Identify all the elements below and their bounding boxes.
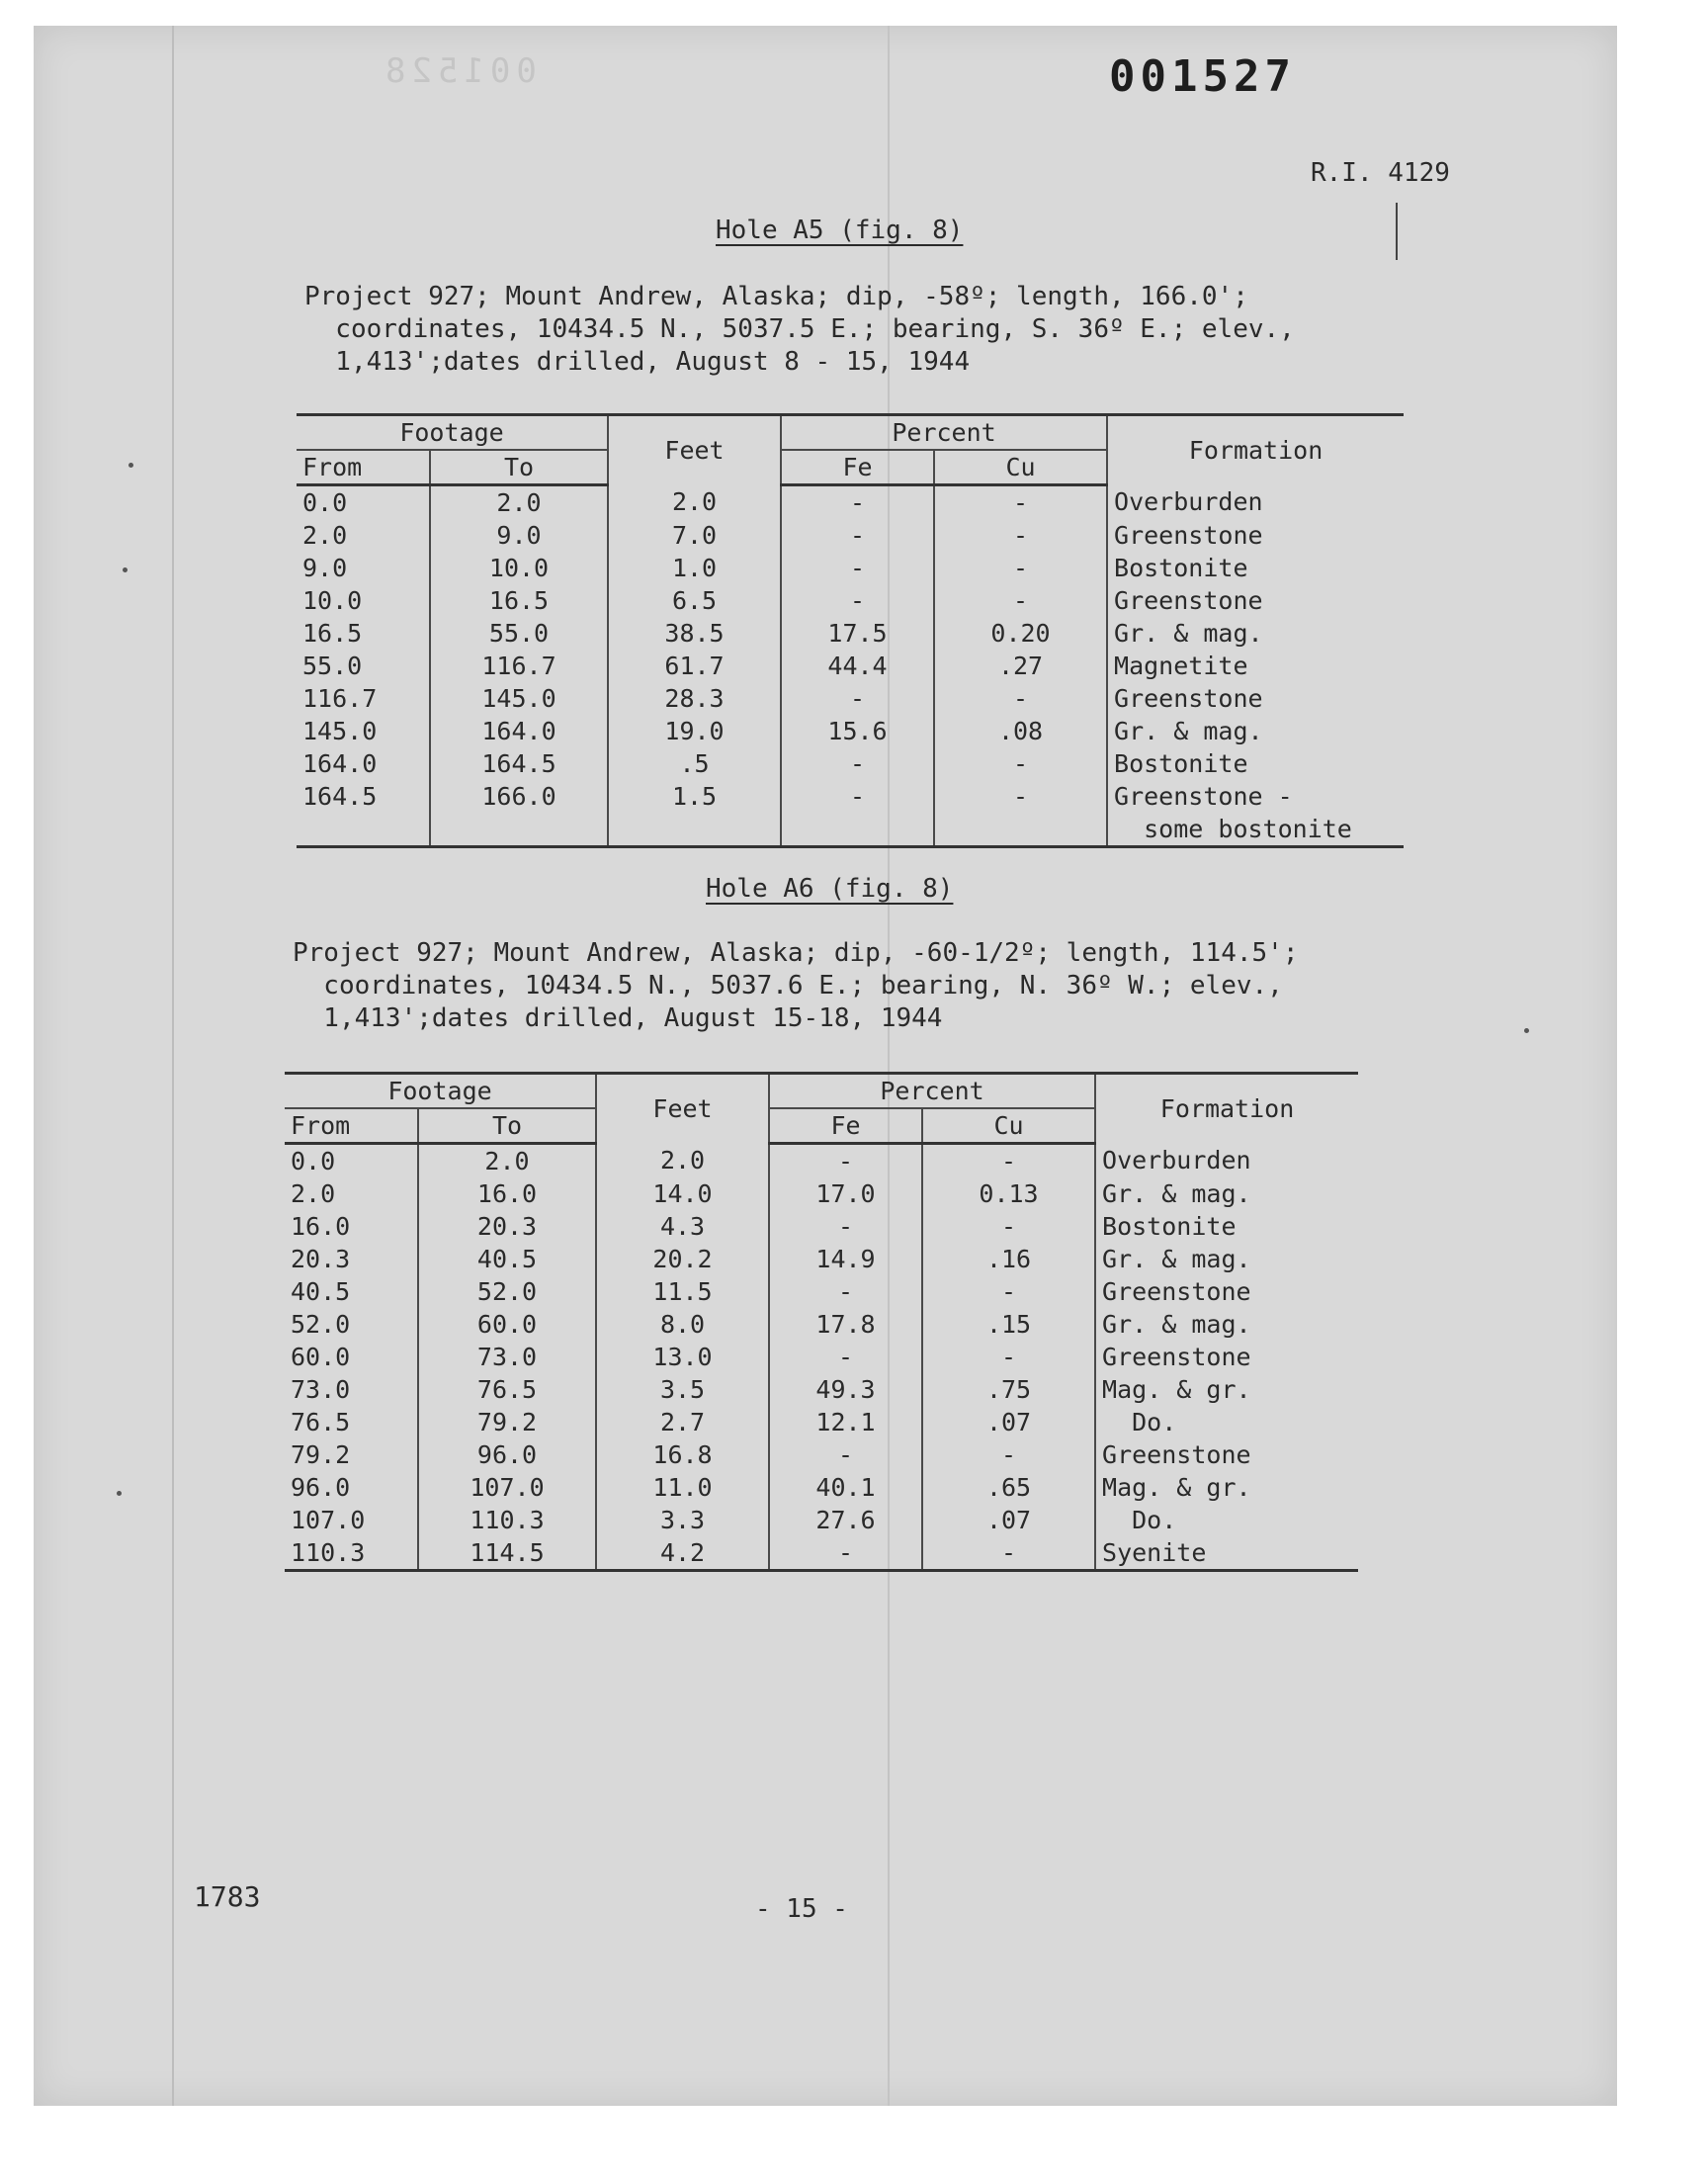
feet-cell: 2.7 [596,1406,769,1438]
cu-cell: .27 [934,650,1107,682]
to-cell: 76.5 [418,1373,596,1406]
cu-cell: - [922,1144,1095,1178]
table-row [297,682,1404,715]
fe-cell: - [769,1144,922,1178]
from-cell: 107.0 [291,1506,366,1534]
table-row [297,747,1404,780]
ghost-doc-number: 001528 [380,51,537,91]
table-row [285,1144,1358,1178]
from-cell: 60.0 [291,1343,351,1371]
cu-cell: .16 [922,1243,1095,1275]
page-number: - 15 - [755,1894,848,1924]
to-cell: 2.0 [418,1144,596,1178]
from-cell: 116.7 [302,684,378,713]
cu-cell: - [934,519,1107,552]
from-cell: 110.3 [285,1536,418,1571]
formation-cell: Bostonite [1095,1210,1358,1243]
fe-header: Fe [769,1108,922,1144]
cu-cell: - [922,1275,1095,1308]
fe-cell: 17.5 [781,617,934,650]
formation-cell: Do. [1095,1504,1358,1536]
cu-cell: .08 [934,715,1107,747]
formation-header: Formation [1095,1074,1358,1144]
from-header: From [285,1108,418,1144]
formation-cell: Mag. & gr. [1095,1471,1358,1504]
feet-cell: 14.0 [596,1177,769,1210]
fe-cell: 14.9 [769,1243,922,1275]
to-cell: 73.0 [418,1341,596,1373]
scan-speck [1524,1028,1529,1033]
feet-cell: 61.7 [608,650,781,682]
formation-header: Formation [1107,415,1404,485]
from-cell: 79.2 [291,1440,351,1469]
feet-cell: 4.2 [596,1536,769,1571]
fe-cell: - [781,552,934,584]
formation-cell: Greenstone [1095,1341,1358,1373]
feet-cell: .5 [608,747,781,780]
from-cell: 73.0 [291,1375,351,1404]
table-row [297,780,1404,813]
hole-a5-table [297,413,1404,848]
to-cell: 2.0 [430,485,608,520]
hole-a6-rows [285,1144,1358,1571]
cu-cell: 0.20 [934,617,1107,650]
formation-cell: Mag. & gr. [1095,1373,1358,1406]
from-cell: 2.0 [291,1179,336,1208]
from-cell [297,813,430,847]
fe-cell: 12.1 [769,1406,922,1438]
cu-cell: - [934,780,1107,813]
feet-cell: 6.5 [608,584,781,617]
table-row [297,584,1404,617]
from-cell: 164.0 [302,749,378,778]
fe-cell: - [769,1275,922,1308]
feet-cell: 8.0 [596,1308,769,1341]
to-header: To [418,1108,596,1144]
scan-margin [0,2106,1708,2175]
percent-header: Percent [769,1074,1095,1109]
from-cell: 0.0 [302,488,348,517]
cu-header: Cu [934,450,1107,485]
table-row [297,813,1404,847]
formation-cell: Gr. & mag. [1095,1308,1358,1341]
cu-cell: - [934,584,1107,617]
to-cell: 10.0 [430,552,608,584]
table-row [285,1373,1358,1406]
feet-cell: 16.8 [596,1438,769,1471]
to-cell: 166.0 [430,780,608,813]
fe-cell: - [781,780,934,813]
cu-cell: .07 [922,1406,1095,1438]
formation-cell: Greenstone [1095,1275,1358,1308]
formation-cell: Gr. & mag. [1107,617,1404,650]
to-cell: 145.0 [430,682,608,715]
from-cell: 145.0 [302,717,378,745]
fe-cell [781,813,934,847]
formation-cell: Bostonite [1107,552,1404,584]
feet-header: Feet [596,1074,769,1144]
to-cell [430,813,608,847]
feet-cell: 2.0 [596,1144,769,1178]
from-cell: 0.0 [291,1147,336,1175]
to-header: To [430,450,608,485]
formation-cell: Magnetite [1107,650,1404,682]
from-cell: 164.5 [302,782,378,811]
feet-cell: 19.0 [608,715,781,747]
fe-cell: - [769,1341,922,1373]
to-cell: 164.5 [430,747,608,780]
cu-cell: - [934,747,1107,780]
feet-cell [608,813,781,847]
from-cell: 16.5 [302,619,363,648]
fold-line-left [172,26,174,2106]
from-cell: 55.0 [302,652,363,680]
feet-cell: 28.3 [608,682,781,715]
table-row [285,1177,1358,1210]
cu-cell: - [934,682,1107,715]
side-number: 1783 [194,1880,261,1913]
table-row [297,650,1404,682]
cu-header: Cu [922,1108,1095,1144]
footage-header: Footage [285,1074,596,1109]
from-cell: 2.0 [302,521,348,550]
feet-cell: 38.5 [608,617,781,650]
to-cell: 20.3 [418,1210,596,1243]
margin-mark [1396,203,1398,260]
to-cell: 79.2 [418,1406,596,1438]
table-row [285,1275,1358,1308]
feet-cell: 1.5 [608,780,781,813]
formation-cell: Gr. & mag. [1095,1177,1358,1210]
fe-cell: 17.0 [769,1177,922,1210]
cu-cell: .75 [922,1373,1095,1406]
fe-cell: - [769,1536,922,1571]
scan-speck [128,463,133,468]
hole-a5-title: Hole A5 (fig. 8) [716,216,964,245]
table-row [297,715,1404,747]
fe-cell: 27.6 [769,1504,922,1536]
formation-cell: Overburden [1095,1144,1358,1178]
cu-cell: .15 [922,1308,1095,1341]
table-row [285,1210,1358,1243]
formation-cell: Greenstone [1107,519,1404,552]
scan-speck [123,567,128,572]
hole-a6-table [285,1072,1358,1572]
from-cell: 9.0 [302,554,348,582]
percent-header: Percent [781,415,1107,451]
report-id: R.I. 4129 [1311,158,1450,188]
to-cell: 110.3 [418,1504,596,1536]
table-row [285,1308,1358,1341]
to-cell: 164.0 [430,715,608,747]
fe-cell: - [781,747,934,780]
table-row [285,1471,1358,1504]
to-cell: 96.0 [418,1438,596,1471]
fe-cell: - [781,682,934,715]
formation-cell: Bostonite [1107,747,1404,780]
formation-cell: Overburden [1107,485,1404,520]
table-row [297,617,1404,650]
fe-cell: 15.6 [781,715,934,747]
feet-cell: 7.0 [608,519,781,552]
to-cell: 52.0 [418,1275,596,1308]
to-cell: 116.7 [430,650,608,682]
table-row [297,519,1404,552]
fe-cell: 17.8 [769,1308,922,1341]
to-cell: 114.5 [418,1536,596,1571]
formation-cell: Gr. & mag. [1107,715,1404,747]
table-row [297,485,1404,520]
from-cell: 52.0 [291,1310,351,1339]
table-row [285,1406,1358,1438]
fe-cell: 44.4 [781,650,934,682]
to-cell: 40.5 [418,1243,596,1275]
document-number: 001527 [1109,51,1296,102]
from-cell: 16.0 [291,1212,351,1241]
scan-speck [117,1491,122,1496]
formation-cell: some bostonite [1107,813,1404,847]
feet-cell: 20.2 [596,1243,769,1275]
formation-cell: Greenstone - [1107,780,1404,813]
formation-cell: Syenite [1095,1536,1358,1571]
cu-cell: - [922,1438,1095,1471]
formation-cell: Greenstone [1107,682,1404,715]
fe-header: Fe [781,450,934,485]
formation-cell: Greenstone [1107,584,1404,617]
from-cell: 76.5 [291,1408,351,1436]
to-cell: 16.5 [430,584,608,617]
to-cell: 55.0 [430,617,608,650]
cu-cell: - [922,1341,1095,1373]
table-row [285,1536,1358,1571]
cu-cell [934,813,1107,847]
footage-header: Footage [297,415,608,451]
fe-cell: - [781,485,934,520]
hole-a6-title: Hole A6 (fig. 8) [706,874,954,904]
table-row [285,1438,1358,1471]
hole-a5-description: Project 927; Mount Andrew, Alaska; dip, -58º; length, 166.0'; coordinates, 10434.5 N., 5037.5 E.; bearing, S. 36º E.; elev., 1,413';dates drilled, August 8 - 15, 1944 [304,282,1295,377]
from-header: From [297,450,430,485]
formation-cell: Greenstone [1095,1438,1358,1471]
from-cell: 10.0 [302,586,363,615]
to-cell: 16.0 [418,1177,596,1210]
to-cell: 9.0 [430,519,608,552]
fe-cell: - [781,584,934,617]
hole-a5-rows [297,485,1404,847]
feet-header: Feet [608,415,781,485]
fe-cell: - [769,1210,922,1243]
formation-cell: Gr. & mag. [1095,1243,1358,1275]
cu-cell: 0.13 [922,1177,1095,1210]
from-cell: 96.0 [291,1473,351,1502]
cu-cell: .65 [922,1471,1095,1504]
feet-cell: 4.3 [596,1210,769,1243]
table-row [297,552,1404,584]
feet-cell: 13.0 [596,1341,769,1373]
feet-cell: 2.0 [608,485,781,520]
feet-cell: 3.5 [596,1373,769,1406]
feet-cell: 3.3 [596,1504,769,1536]
fe-cell: 49.3 [769,1373,922,1406]
fe-cell: - [781,519,934,552]
table-row [285,1341,1358,1373]
table-row [285,1504,1358,1536]
feet-cell: 11.0 [596,1471,769,1504]
cu-cell: - [934,552,1107,584]
fe-cell: - [769,1438,922,1471]
hole-a6-description: Project 927; Mount Andrew, Alaska; dip, -60-1/2º; length, 114.5'; coordinates, 10434.5 N., 5037.6 E.; bearing, N. 36º W.; elev., 1,413';dates drilled, August 15-18, 1944 [293,938,1299,1033]
cu-cell: - [922,1536,1095,1571]
formation-cell: Do. [1095,1406,1358,1438]
from-cell: 40.5 [291,1277,351,1306]
feet-cell: 1.0 [608,552,781,584]
table-row [285,1243,1358,1275]
feet-cell: 11.5 [596,1275,769,1308]
cu-cell: - [922,1210,1095,1243]
cu-cell: .07 [922,1504,1095,1536]
to-cell: 60.0 [418,1308,596,1341]
to-cell: 107.0 [418,1471,596,1504]
from-cell: 20.3 [291,1245,351,1273]
fe-cell: 40.1 [769,1471,922,1504]
cu-cell: - [934,485,1107,520]
